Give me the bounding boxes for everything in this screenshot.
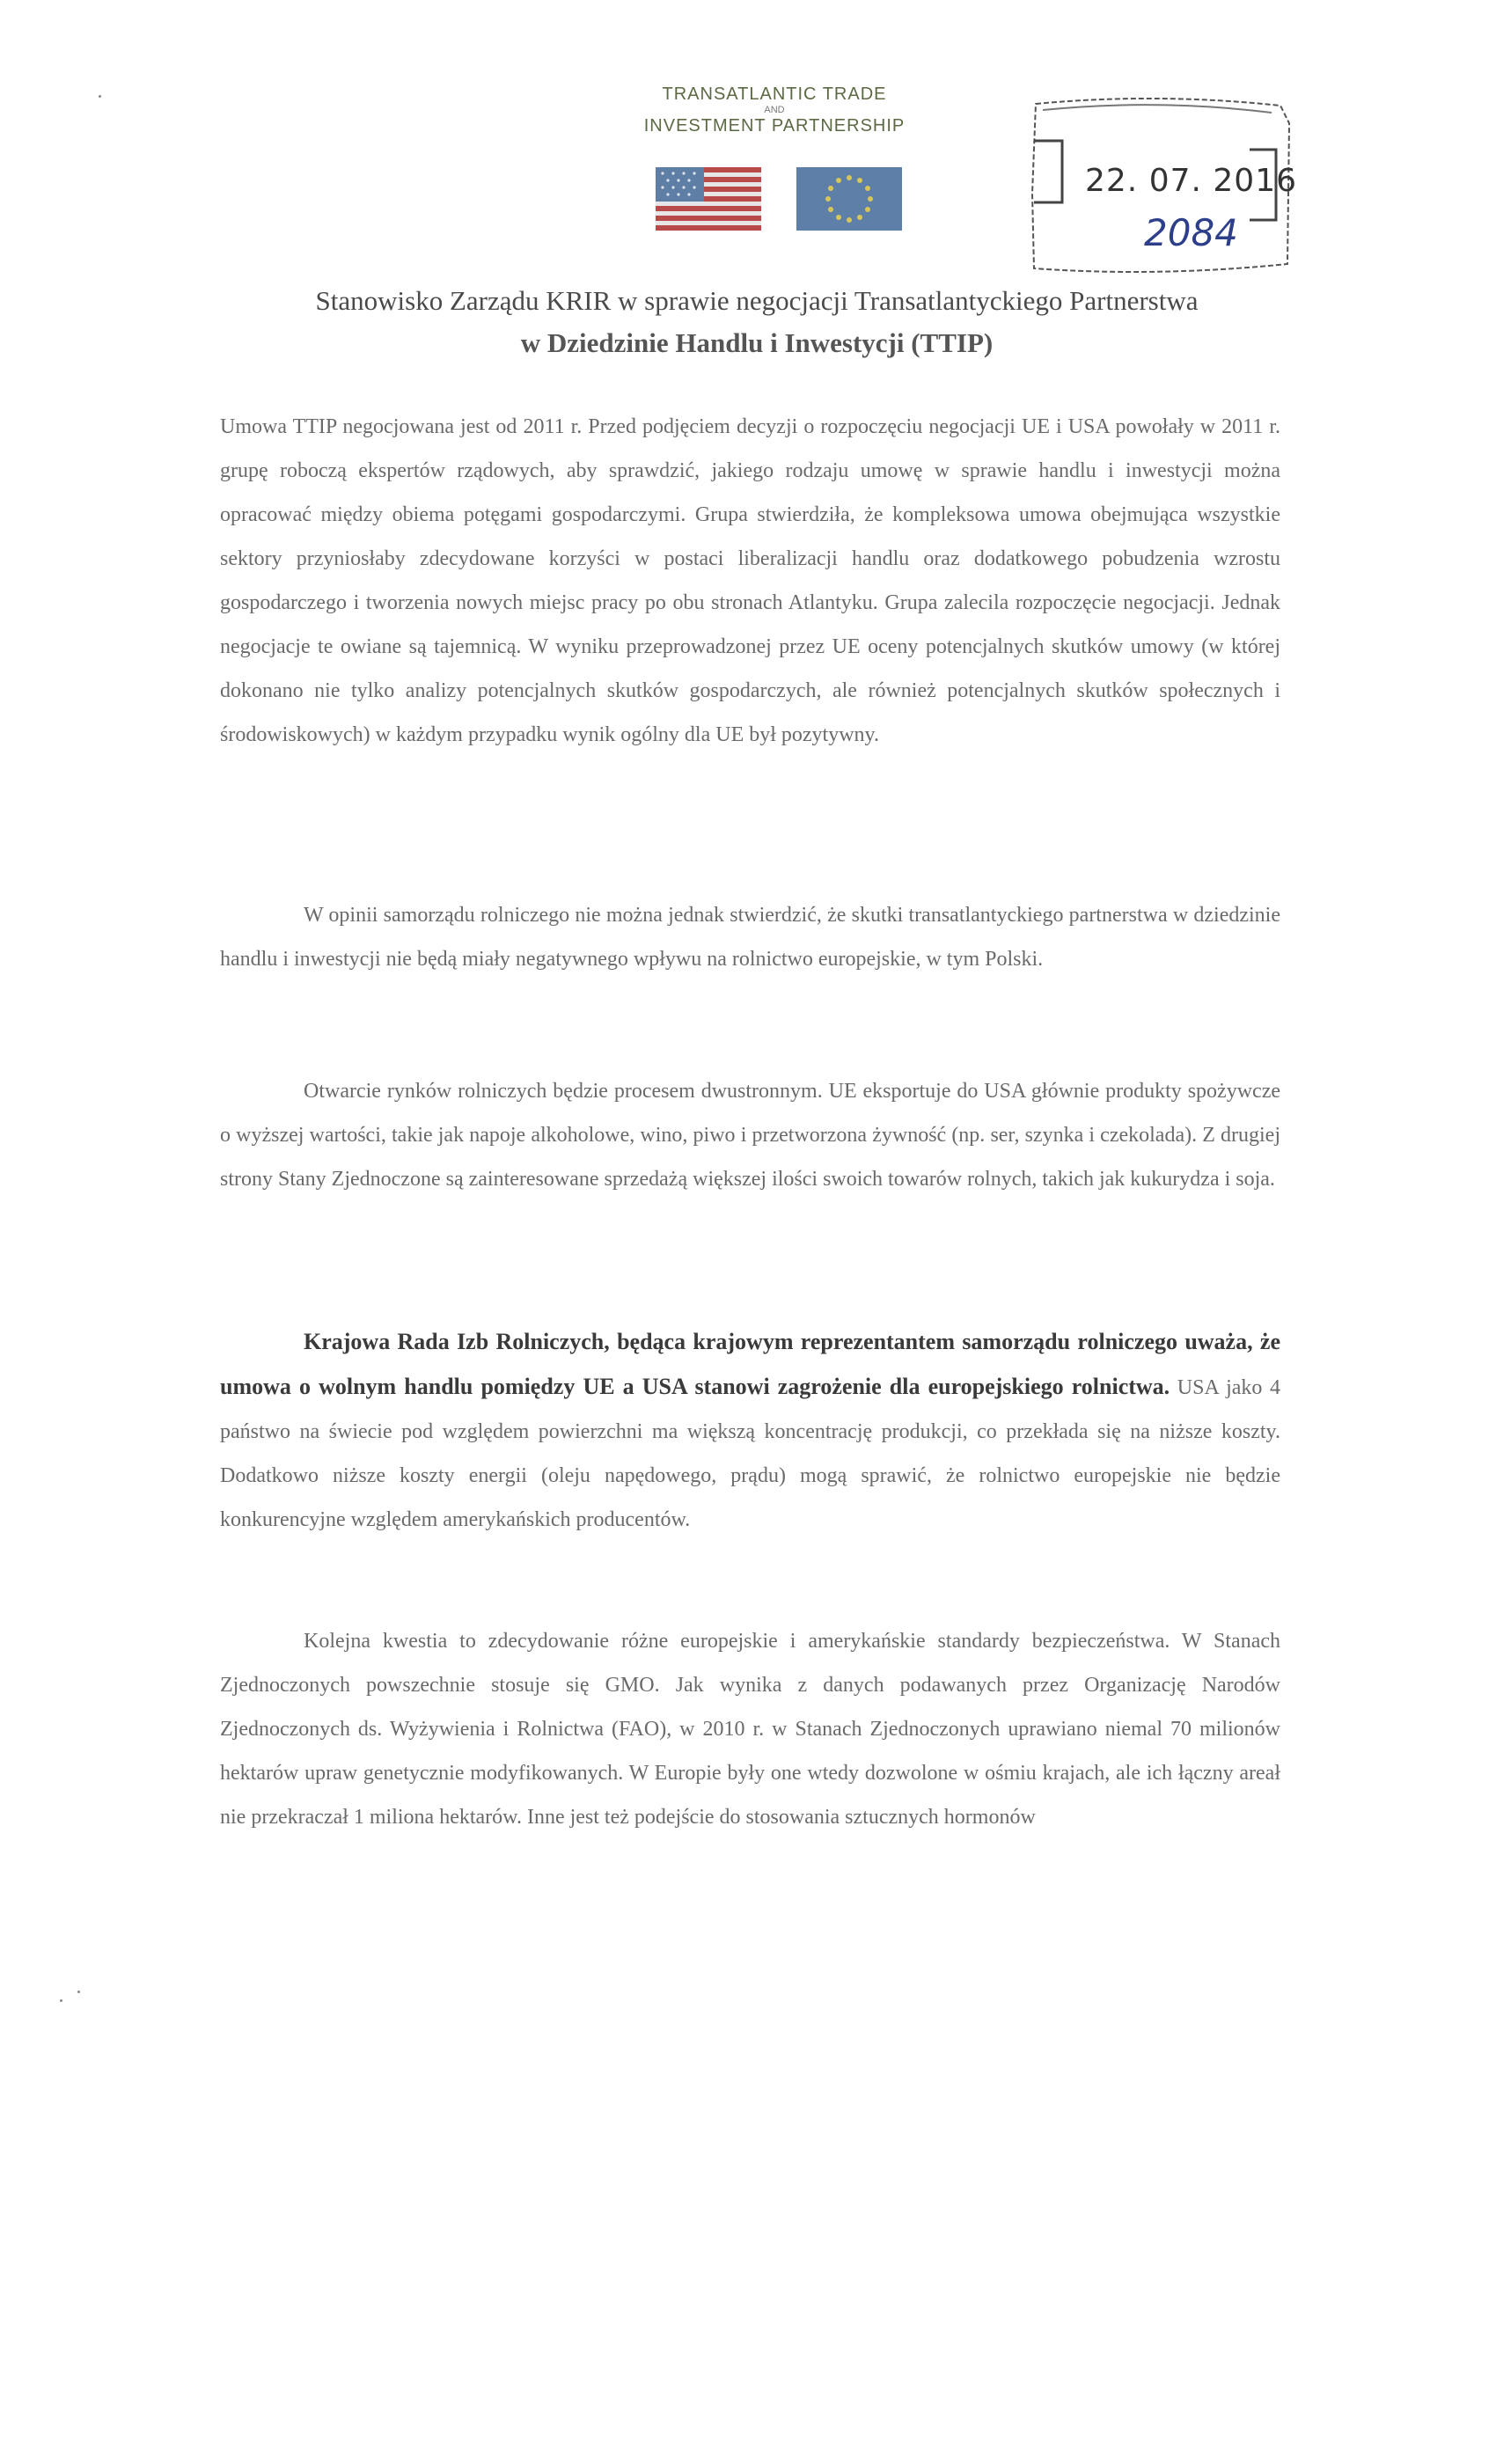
title-line-1: Stanowisko Zarządu KRIR w sprawie negocjacji Transatlantyckiego Partnerstwa [315,285,1199,316]
flags-icon [656,167,902,231]
scan-speck [60,1999,62,2002]
paragraph-3: Otwarcie rynków rolniczych będzie procesem dwustronnym. UE eksportuje do USA głównie produkty spożywcze o wyższej wartości, takie jak napoje alkoholowe, wino, piwo i przetworzona żywność (np. ser, szynka i czekolada). Z drugiej strony Stany Zjednoczone są zainteresowane sprzedażą większej ilości swoich towarów rolnych, takich jak kukurydza i soja. [220,1080,1280,1191]
paragraph-4 [220,1320,1280,1542]
eu-flag-icon [796,167,902,231]
scan-speck [77,1991,80,1993]
stamp-date: 22. 07. 2016 [1085,163,1298,199]
logo-line-1: TRANSATLANTIC TRADE [662,84,887,104]
logo-and: AND [764,105,785,115]
paragraph-5: Kolejna kwestia to zdecydowanie różne europejskie i amerykańskie standardy bezpieczeństwa. W Stanach Zjednoczonych powszechnie stosuje się GMO. Jak wynika z danych podawanych przez Organizację Narodów Zjednoczonych ds. Wyżywienia i Rolnictwa (FAO), w 2010 r. w Stanach Zjednoczonych uprawiano niemal 70 milionów hektarów upraw genetycznie modyfikowanych. W Europie były one wtedy dozwolone w ośmiu krajach, ale ich łączny areał nie przekraczał 1 miliona hektarów. Inne jest też podejście do stosowania sztucznych hormonów [220,1630,1280,1829]
paragraph-4-rest: USA jako 4 państwo na świecie pod względem powierzchni ma większą koncentrację produkcji, co przekłada się na niższe koszty. Dodatkowo niższe koszty energii (oleju napędowego, prądu) mogą sprawić, że rolnictwo europejskie nie będzie konkurencyjne względem amerykańskich producentów. [220,1376,1280,1531]
document-title [211,280,1302,364]
stamp-number: 2084 [1144,211,1238,254]
logo-line-2: INVESTMENT PARTNERSHIP [643,116,906,136]
ttip-logo [616,84,933,136]
us-flag-icon [656,167,761,231]
paragraph-4-bold: Krajowa Rada Izb Rolniczych, będąca krajowym reprezentantem samorządu rolniczego uważa, że umowa o wolnym handlu pomiędzy UE a USA stanowi zagrożenie dla europejskiego rolnictwa. [220,1329,1280,1399]
title-line-2: w Dziedzinie Handlu i Inwestycji (TTIP) [520,327,994,358]
scan-speck [99,95,101,98]
paragraph-2: W opinii samorządu rolniczego nie można jednak stwierdzić, że skutki transatlantyckiego partnerstwa w dziedzinie handlu i inwestycji nie będą miały negatywnego wpływu na rolnictwo europejskie, w tym Polski. [220,904,1280,971]
paragraph-1: Umowa TTIP negocjowana jest od 2011 r. Przed podjęciem decyzji o rozpoczęciu negocjacji UE i USA powołały w 2011 r. grupę roboczą ekspertów rządowych, aby sprawdzić, jakiego rodzaju umowę w sprawie handlu i inwestycji można opracować między obiema potęgami gospodarczymi. Grupa stwierdziła, że kompleksowa umowa obejmująca wszystkie sektory przyniosłaby zdecydowane korzyści w postaci liberalizacji handlu oraz dodatkowego pobudzenia wzrostu gospodarczego i tworzenia nowych miejsc pracy po obu stronach Atlantyku. Grupa zalecila rozpoczęcie negocjacji. Jednak negocjacje te owiane są tajemnicą. W wyniku przeprowadzonej przez UE oceny potencjalnych skutków umowy (w której dokonano nie tylko analizy potencjalnych skutków gospodarczych, ale również potencjalnych skutków społecznych i środowiskowych) w każdym przypadku wynik ogólny dla UE był pozytywny. [220,415,1280,746]
